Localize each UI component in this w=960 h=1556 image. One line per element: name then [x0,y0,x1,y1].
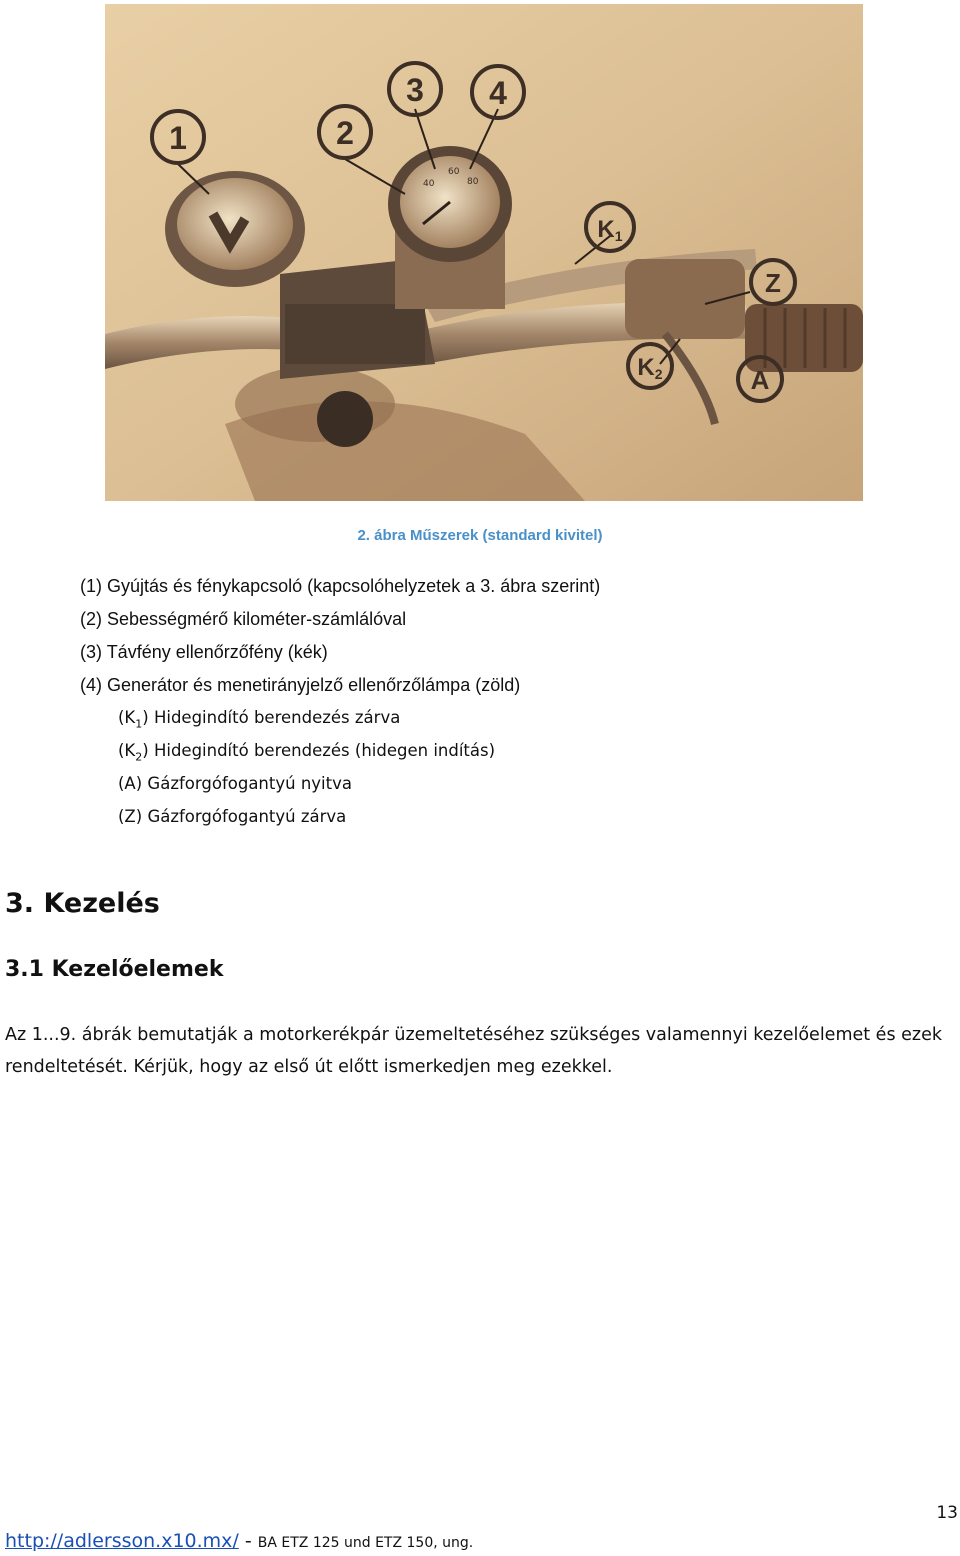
body-paragraph: Az 1...9. ábrák bemutatják a motorkerékpár üzemeltetéséhez szükséges valamennyi kezelőelemet és ezek rendeltetését. Kérjük, hogy az első út előtt ismerkedjen meg ezekkel. [5,1025,942,1077]
callout-k2: K2 [637,354,663,382]
callout-4: 4 [489,75,507,111]
legend-item: (4) Generátor és menetirányjelző ellenőrzőlámpa (zöld) [80,675,521,695]
callout-2: 2 [336,115,354,151]
subsection-heading: 3.1 Kezelőelemek [5,957,224,982]
page-number: 13 [936,1503,958,1523]
section-heading: 3. Kezelés [5,888,160,919]
legend-item: (A) Gázforgófogantyú nyitva [118,774,352,793]
svg-text:40: 40 [423,179,435,189]
legend-item: (Z) Gázforgófogantyú zárva [118,807,347,826]
legend-item: $(K_1)$ Hidegindító berendezés zárva [118,708,401,731]
footer-separator: - [238,1530,258,1552]
callout-a: A [750,365,770,395]
callout-k1: K1 [597,216,623,244]
callout-z: Z [765,268,781,298]
legend-item: (3) Távfény ellenőrzőfény (kék) [80,642,328,662]
svg-text:60: 60 [448,167,460,177]
callout-1: 1 [169,120,187,156]
footer [5,1530,473,1552]
figure-caption: 2. ábra Műszerek (standard kivitel) [357,527,603,544]
legend-item: (2) Sebességmérő kilométer-számlálóval [80,609,407,629]
instrument-photo [105,4,863,501]
footer-link[interactable]: http://adlersson.x10.mx/ [5,1530,239,1552]
legend-item: $(K_2)$ Hidegindító berendezés (hidegen indítás) [118,741,496,764]
legend-item: (1) Gyújtás és fénykapcsoló (kapcsolóhelyzetek a 3. ábra szerint) [80,576,601,596]
svg-text:80: 80 [467,177,479,187]
callout-3: 3 [406,72,424,108]
footer-doc-title: BA ETZ 125 und ETZ 150, ung. [257,1535,474,1551]
